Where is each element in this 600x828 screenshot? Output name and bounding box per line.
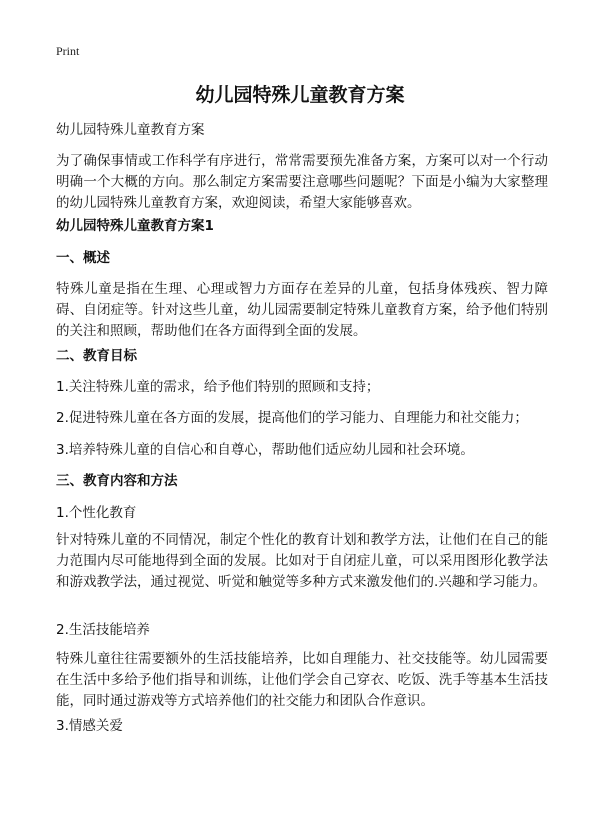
subtitle: 幼儿园特殊儿童教育方案: [56, 122, 205, 138]
content-item-1-title: 1.个性化教育: [56, 505, 137, 521]
content-item-2-title: 2.生活技能培养: [56, 622, 150, 638]
goal-item-1: 1.关注特殊儿童的需求，给予他们特别的照顾和支持；: [56, 379, 380, 395]
section-content-heading: 三、教育内容和方法: [56, 473, 178, 489]
content-item-2-text: 特殊儿童往往需要额外的生活技能培养，比如自理能力、社交技能等。幼儿园需要在生活中多给予他们指导和训练，让他们学会自己穿衣、吃饭、洗手等基本生活技能，同时通过游戏等方式培养他们的社交能力和团队合作意识。: [56, 651, 548, 709]
goal-item-3: 3.培养特殊儿童的自信心和自尊心，帮助他们适应幼儿园和社会环境。: [56, 442, 474, 458]
goal-item-2: 2.促进特殊儿童在各方面的发展，提高他们的学习能力、自理能力和社交能力；: [56, 410, 528, 426]
plan-title: 幼儿园特殊儿童教育方案1: [56, 218, 214, 234]
content-item-1-text: 针对特殊儿童的不同情况，制定个性化的教育计划和教学方法，让他们在自己的能力范围内尽可能地得到全面的发展。比如对于自闭症儿童，可以采用图形化教学法和游戏教学法，通过视觉、听觉和触觉等多种方式来激发他们的.兴趣和学习能力。: [56, 532, 548, 590]
intro-paragraph: 为了确保事情或工作科学有序进行，常常需要预先准备方案，方案可以对一个行动明确一个大概的方向。那么制定方案需要注意哪些问题呢？下面是小编为大家整理的幼儿园特殊儿童教育方案，欢迎阅读，希望大家能够喜欢。: [56, 153, 548, 211]
section-overview-text: 特殊儿童是指在生理、心理或智力方面存在差异的儿童，包括身体残疾、智力障碍、自闭症等。针对这些儿童，幼儿园需要制定特殊儿童教育方案，给予他们特别的关注和照顾，帮助他们在各方面得到全面的发展。: [56, 281, 548, 339]
section-goals-heading: 二、教育目标: [56, 348, 137, 364]
section-overview-heading: 一、概述: [56, 250, 110, 266]
print-label: Print: [56, 44, 80, 58]
page-title: 幼儿园特殊儿童教育方案: [195, 84, 405, 106]
content-item-3-title: 3.情感关爱: [56, 718, 123, 734]
